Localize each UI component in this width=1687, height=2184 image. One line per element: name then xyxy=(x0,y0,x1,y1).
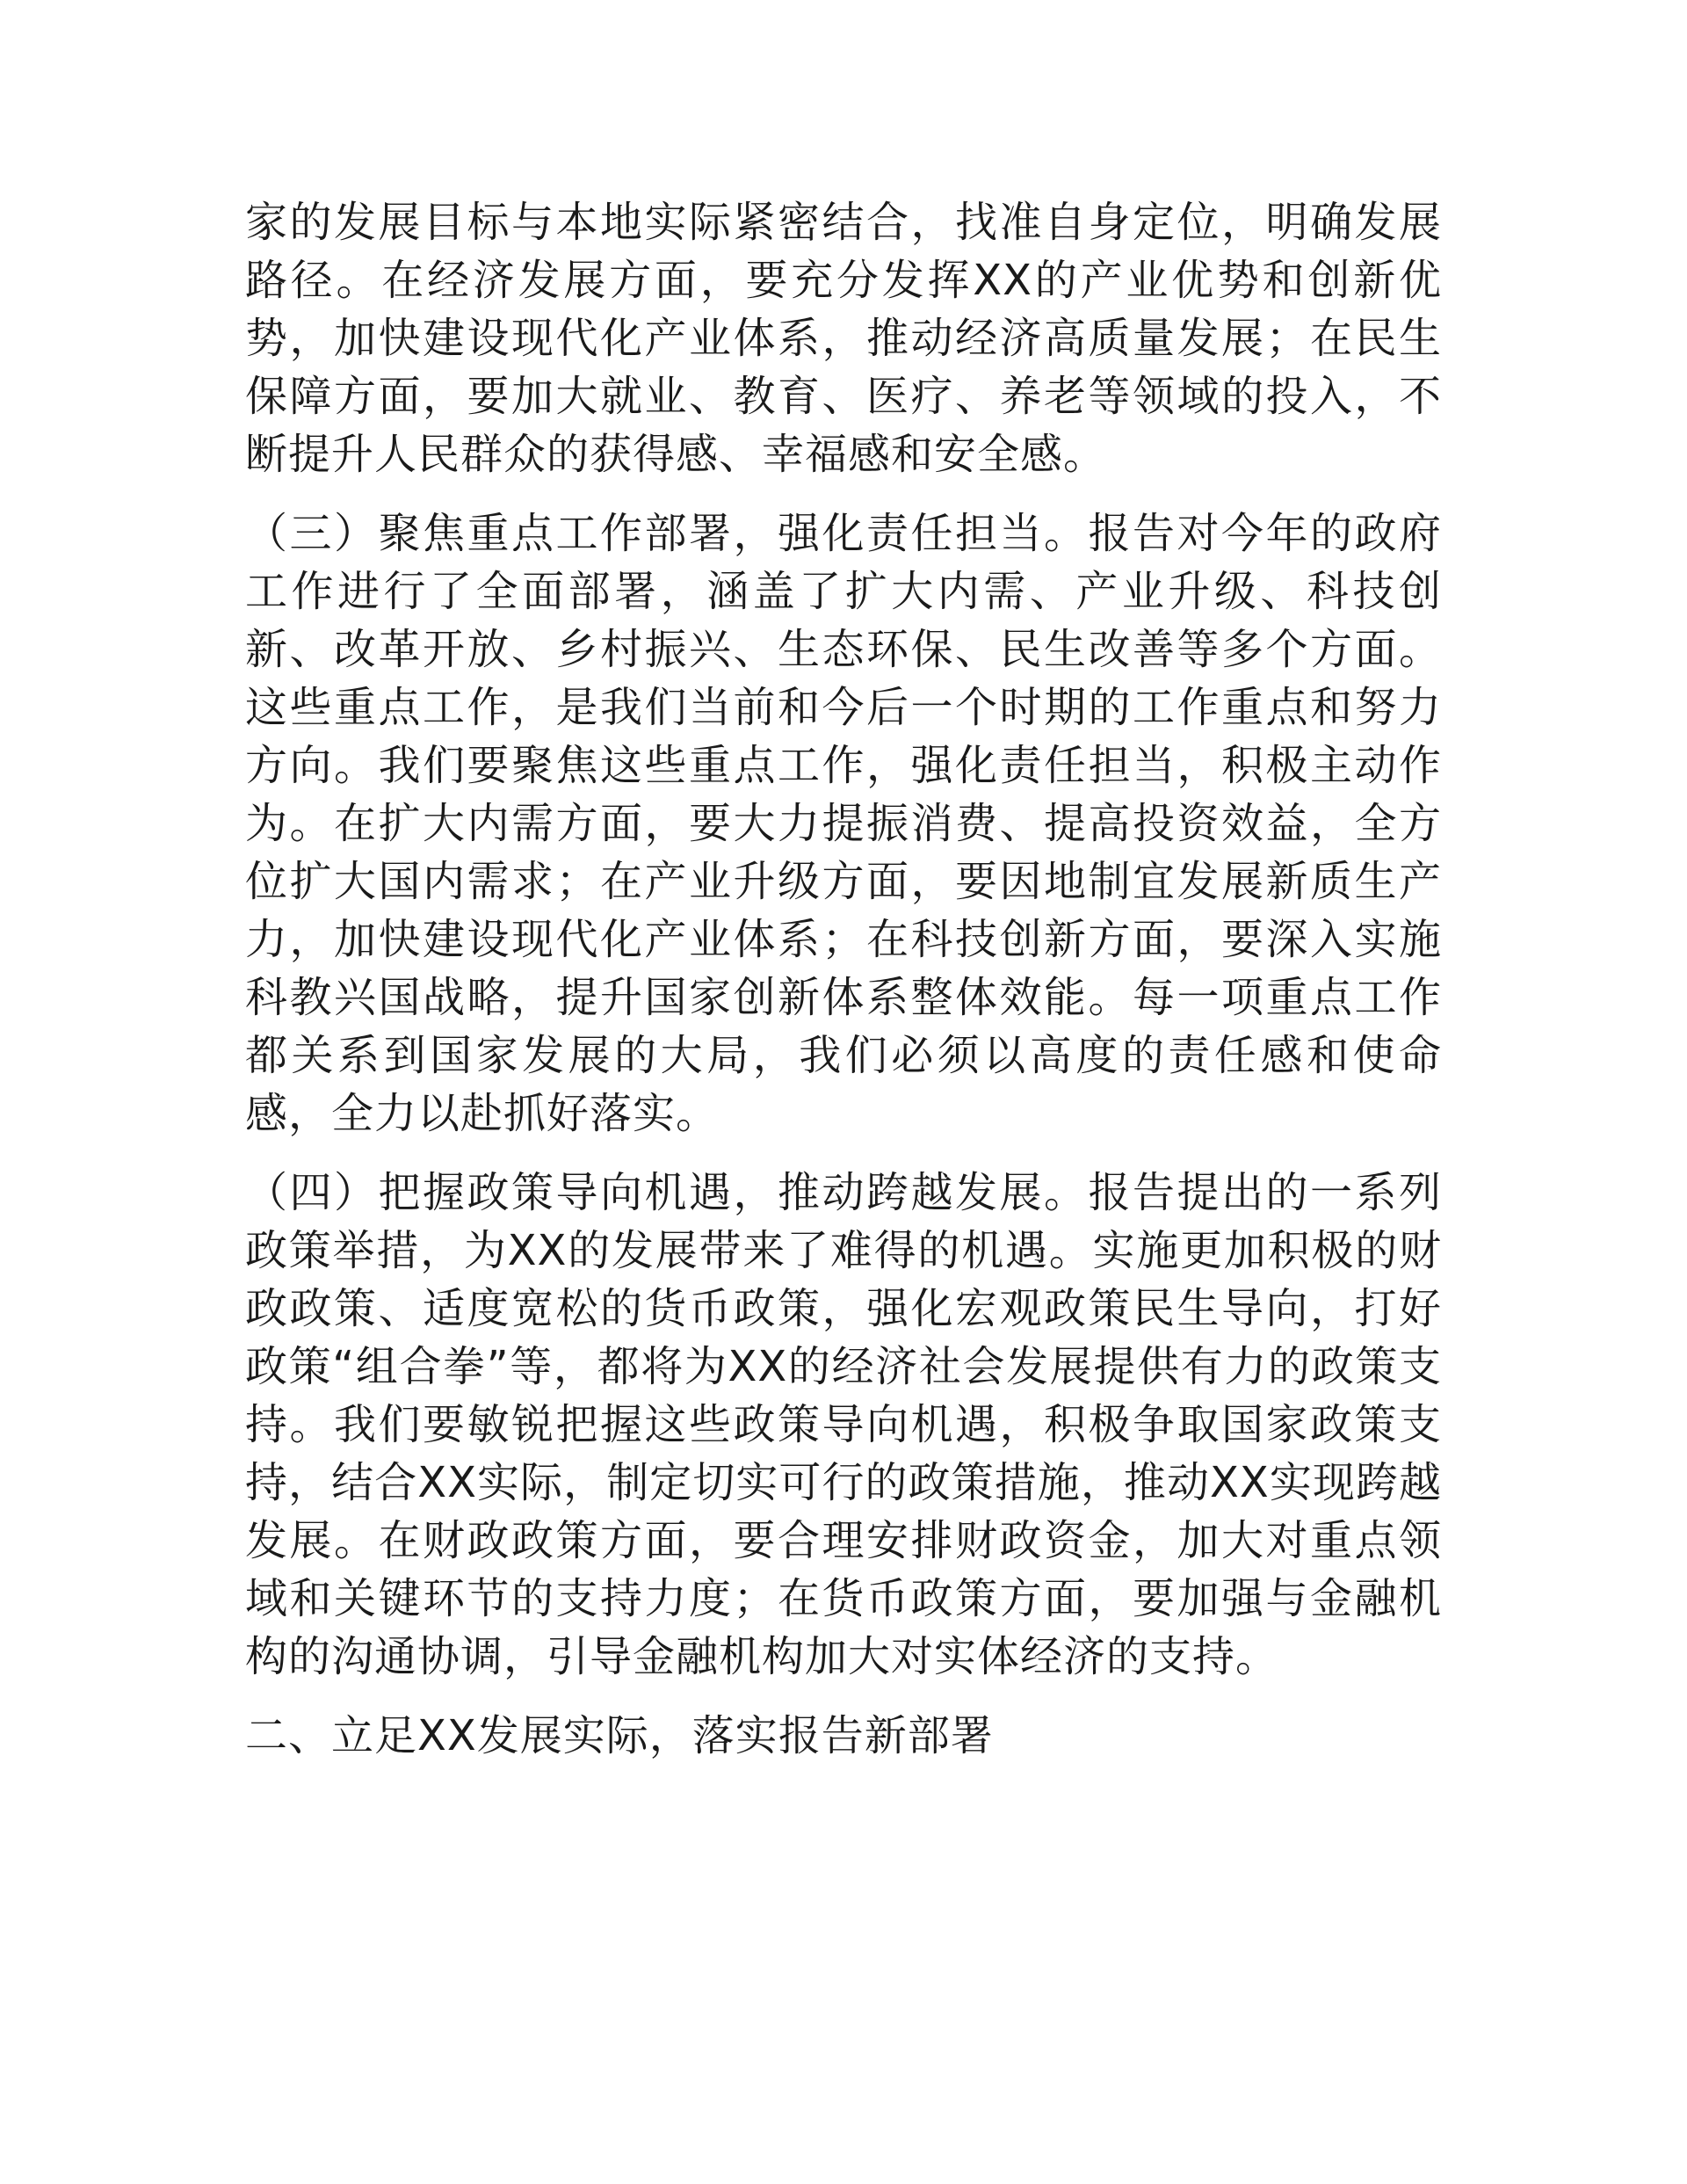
paragraph-section-four: （四）把握政策导向机遇，推动跨越发展。报告提出的一系列政策举措，为XX的发展带来了难得的机遇。实施更加积极的财政政策、适度宽松的货币政策，强化宏观政策民生导向，打好政策“组合拳”等，都将为XX的经济社会发展提供有力的政策支持。我们要敏锐把握这些政策导向机遇，积极争取国家政策支持，结合XX实际，制定切实可行的政策措施，推动XX实现跨越发展。在财政政策方面，要合理安排财政资金，加大对重点领域和关键环节的支持力度；在货币政策方面，要加强与金融机构的沟通协调，引导金融机构加大对实体经济的支持。 xyxy=(245,1168,1442,1681)
paragraph-continuation: 家的发展目标与本地实际紧密结合，找准自身定位，明确发展路径。在经济发展方面，要充分发挥XX的产业优势和创新优势，加快建设现代化产业体系，推动经济高质量发展；在民生保障方面，要加大就业、教育、医疗、养老等领域的投入，不断提升人民群众的获得感、幸福感和安全感。 xyxy=(245,198,1442,479)
paragraph-section-three: （三）聚焦重点工作部署，强化责任担当。报告对今年的政府工作进行了全面部署，涵盖了扩大内需、产业升级、科技创新、改革开放、乡村振兴、生态环保、民生改善等多个方面。这些重点工作，是我们当前和今后一个时期的工作重点和努力方向。我们要聚焦这些重点工作，强化责任担当，积极主动作为。在扩大内需方面，要大力提振消费、提高投资效益，全方位扩大国内需求；在产业升级方面，要因地制宜发展新质生产力，加快建设现代化产业体系；在科技创新方面，要深入实施科教兴国战略，提升国家创新体系整体效能。每一项重点工作都关系到国家发展的大局，我们必须以高度的责任感和使命感，全力以赴抓好落实。 xyxy=(245,509,1442,1138)
document-body xyxy=(245,193,1442,1765)
section-heading: 二、立足XX发展实际，落实报告新部署 xyxy=(245,1711,994,1760)
